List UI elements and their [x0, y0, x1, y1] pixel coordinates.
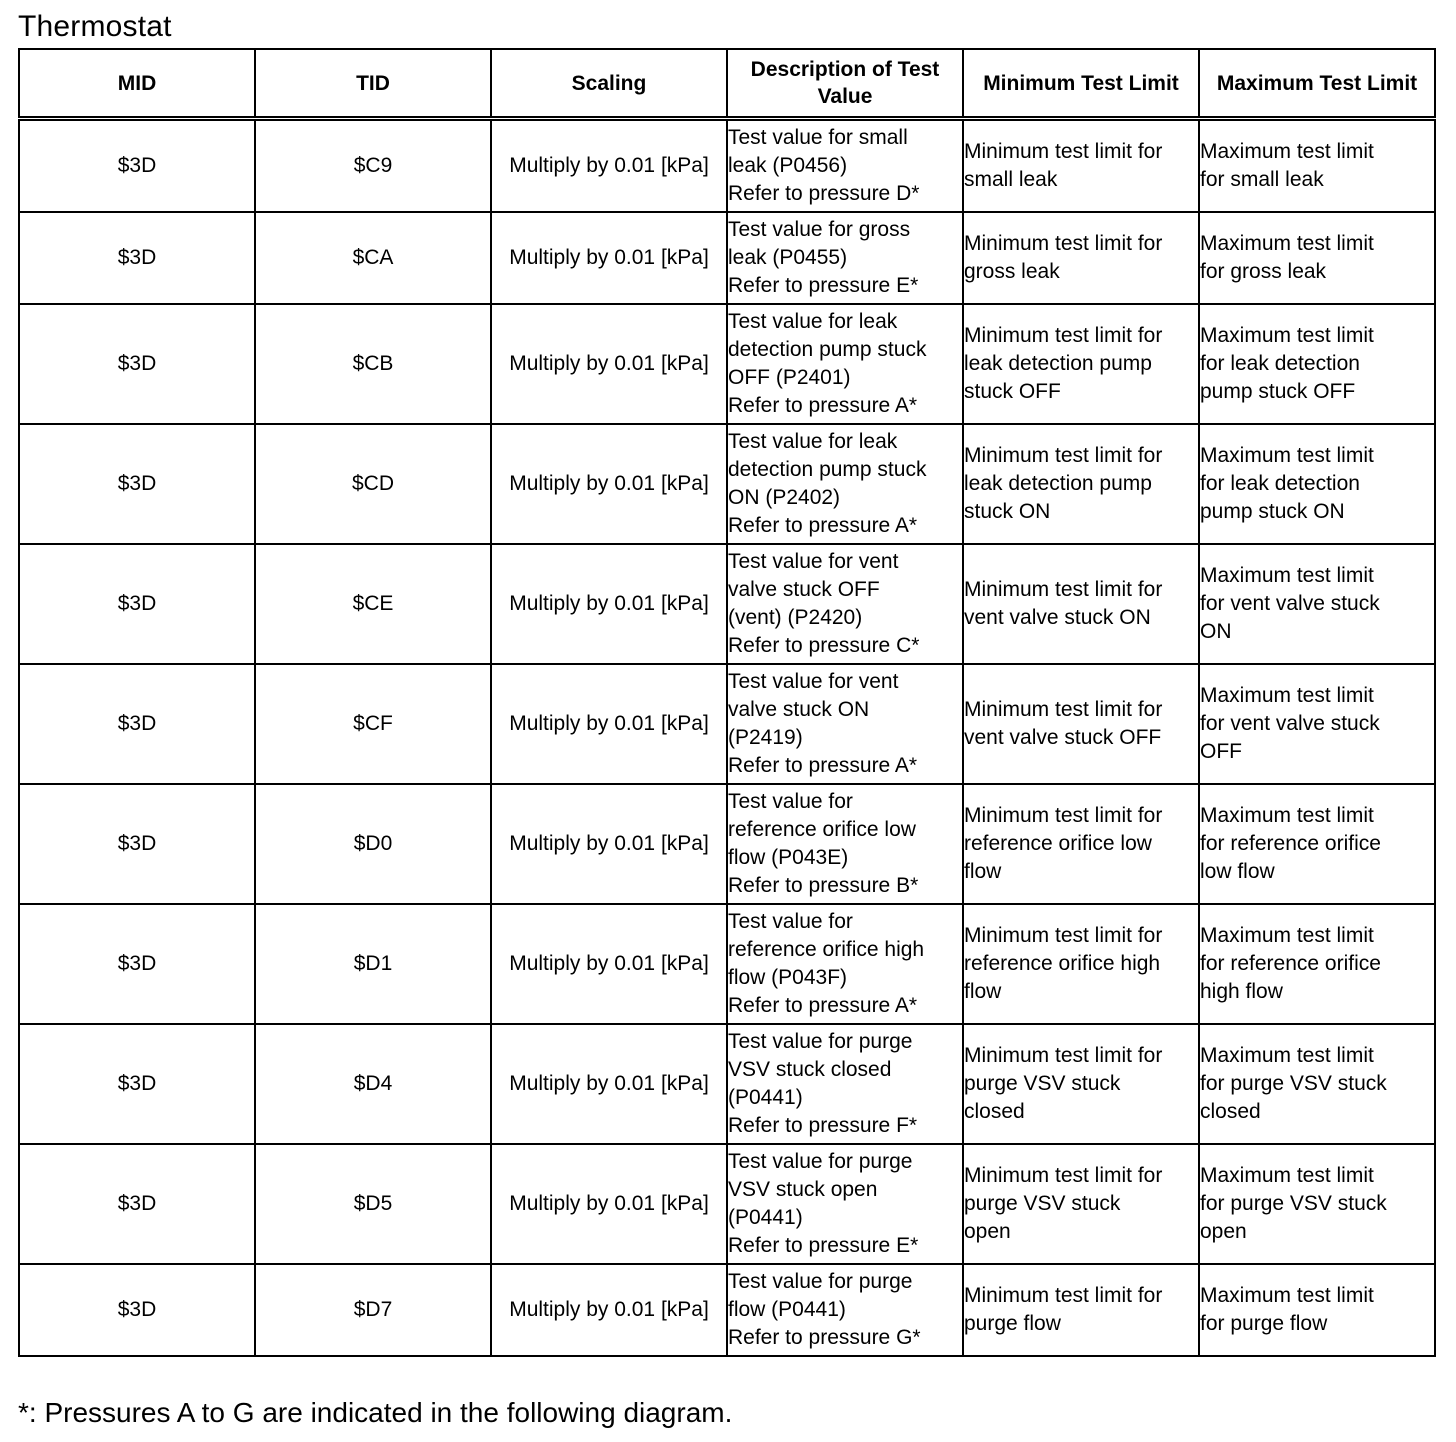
cell-description: Test value for leak detection pump stuck ON (P2402) Refer to pressure A* [727, 424, 963, 544]
cell-max-limit: Maximum test limit for purge flow [1199, 1264, 1435, 1356]
header-tid: TID [255, 49, 491, 119]
header-description: Description of Test Value [727, 49, 963, 119]
header-mid: MID [19, 49, 255, 119]
cell-description: Test value for purge VSV stuck open (P0441) Refer to pressure E* [727, 1144, 963, 1264]
table-row [19, 212, 1435, 304]
table-row [19, 424, 1435, 544]
cell-tid: $CF [255, 664, 491, 784]
cell-tid: $CE [255, 544, 491, 664]
page-title: Thermostat [18, 10, 172, 43]
cell-min-limit: Minimum test limit for reference orifice low flow [963, 784, 1199, 904]
cell-tid: $D5 [255, 1144, 491, 1264]
cell-max-limit: Maximum test limit for vent valve stuck OFF [1199, 664, 1435, 784]
monitor-test-table [18, 48, 1436, 1357]
cell-max-limit: Maximum test limit for leak detection pump stuck OFF [1199, 304, 1435, 424]
cell-max-limit: Maximum test limit for purge VSV stuck closed [1199, 1024, 1435, 1144]
cell-scaling: Multiply by 0.01 [kPa] [491, 424, 727, 544]
cell-mid: $3D [19, 664, 255, 784]
cell-min-limit: Minimum test limit for vent valve stuck OFF [963, 664, 1199, 784]
cell-mid: $3D [19, 544, 255, 664]
cell-scaling: Multiply by 0.01 [kPa] [491, 544, 727, 664]
cell-tid: $CA [255, 212, 491, 304]
table-row [19, 904, 1435, 1024]
cell-min-limit: Minimum test limit for leak detection pump stuck OFF [963, 304, 1199, 424]
cell-mid: $3D [19, 119, 255, 213]
cell-mid: $3D [19, 1024, 255, 1144]
cell-description: Test value for reference orifice high flow (P043F) Refer to pressure A* [727, 904, 963, 1024]
cell-mid: $3D [19, 1144, 255, 1264]
cell-max-limit: Maximum test limit for vent valve stuck ON [1199, 544, 1435, 664]
cell-mid: $3D [19, 904, 255, 1024]
cell-min-limit: Minimum test limit for purge VSV stuck closed [963, 1024, 1199, 1144]
cell-tid: $D1 [255, 904, 491, 1024]
table-row [19, 119, 1435, 213]
cell-scaling: Multiply by 0.01 [kPa] [491, 304, 727, 424]
cell-min-limit: Minimum test limit for purge VSV stuck open [963, 1144, 1199, 1264]
cell-max-limit: Maximum test limit for reference orifice high flow [1199, 904, 1435, 1024]
cell-max-limit: Maximum test limit for gross leak [1199, 212, 1435, 304]
cell-min-limit: Minimum test limit for purge flow [963, 1264, 1199, 1356]
cell-description: Test value for reference orifice low flow (P043E) Refer to pressure B* [727, 784, 963, 904]
cell-tid: $D0 [255, 784, 491, 904]
cell-tid: $C9 [255, 119, 491, 213]
cell-description: Test value for purge VSV stuck closed (P0441) Refer to pressure F* [727, 1024, 963, 1144]
table-row [19, 664, 1435, 784]
cell-mid: $3D [19, 424, 255, 544]
cell-scaling: Multiply by 0.01 [kPa] [491, 664, 727, 784]
table-row [19, 1264, 1435, 1356]
cell-tid: $D7 [255, 1264, 491, 1356]
cell-min-limit: Minimum test limit for vent valve stuck ON [963, 544, 1199, 664]
header-scaling: Scaling [491, 49, 727, 119]
cell-max-limit: Maximum test limit for small leak [1199, 119, 1435, 213]
cell-min-limit: Minimum test limit for leak detection pump stuck ON [963, 424, 1199, 544]
cell-scaling: Multiply by 0.01 [kPa] [491, 212, 727, 304]
cell-mid: $3D [19, 304, 255, 424]
cell-scaling: Multiply by 0.01 [kPa] [491, 904, 727, 1024]
cell-scaling: Multiply by 0.01 [kPa] [491, 784, 727, 904]
table-row [19, 1144, 1435, 1264]
header-max-limit: Maximum Test Limit [1199, 49, 1435, 119]
cell-min-limit: Minimum test limit for gross leak [963, 212, 1199, 304]
table-row [19, 304, 1435, 424]
cell-description: Test value for gross leak (P0455) Refer to pressure E* [727, 212, 963, 304]
cell-scaling: Multiply by 0.01 [kPa] [491, 1264, 727, 1356]
cell-min-limit: Minimum test limit for reference orifice high flow [963, 904, 1199, 1024]
cell-description: Test value for small leak (P0456) Refer to pressure D* [727, 119, 963, 213]
table-row [19, 544, 1435, 664]
footnote: *: Pressures A to G are indicated in the following diagram. [18, 1397, 733, 1428]
cell-tid: $CD [255, 424, 491, 544]
header-min-limit: Minimum Test Limit [963, 49, 1199, 119]
cell-max-limit: Maximum test limit for purge VSV stuck open [1199, 1144, 1435, 1264]
cell-mid: $3D [19, 1264, 255, 1356]
table-row [19, 784, 1435, 904]
cell-tid: $D4 [255, 1024, 491, 1144]
table-header-row [19, 49, 1435, 119]
cell-scaling: Multiply by 0.01 [kPa] [491, 119, 727, 213]
cell-description: Test value for vent valve stuck OFF (vent) (P2420) Refer to pressure C* [727, 544, 963, 664]
cell-scaling: Multiply by 0.01 [kPa] [491, 1024, 727, 1144]
cell-max-limit: Maximum test limit for reference orifice low flow [1199, 784, 1435, 904]
cell-mid: $3D [19, 784, 255, 904]
cell-description: Test value for vent valve stuck ON (P2419) Refer to pressure A* [727, 664, 963, 784]
cell-scaling: Multiply by 0.01 [kPa] [491, 1144, 727, 1264]
cell-mid: $3D [19, 212, 255, 304]
cell-description: Test value for purge flow (P0441) Refer to pressure G* [727, 1264, 963, 1356]
cell-tid: $CB [255, 304, 491, 424]
cell-max-limit: Maximum test limit for leak detection pump stuck ON [1199, 424, 1435, 544]
table-row [19, 1024, 1435, 1144]
cell-description: Test value for leak detection pump stuck OFF (P2401) Refer to pressure A* [727, 304, 963, 424]
cell-min-limit: Minimum test limit for small leak [963, 119, 1199, 213]
